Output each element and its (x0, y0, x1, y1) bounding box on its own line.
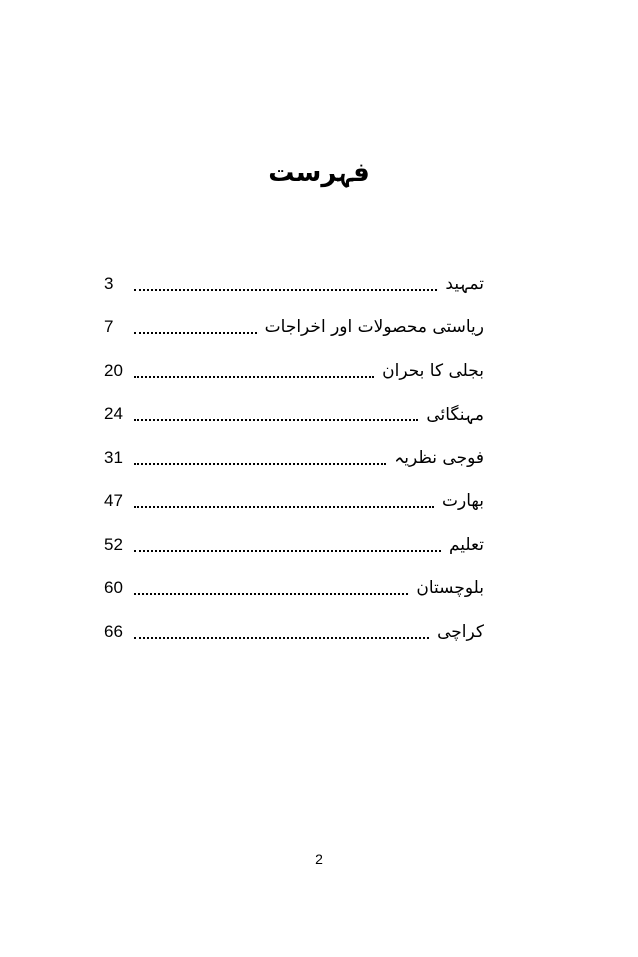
dot-leader (134, 550, 441, 552)
toc-entry[interactable] (104, 349, 484, 393)
toc-entry[interactable] (104, 610, 484, 654)
toc-entry[interactable] (104, 262, 484, 306)
toc-entry[interactable] (104, 523, 484, 567)
toc-label: فوجی نظریہ (394, 448, 484, 469)
page-title: فہرست (268, 158, 370, 188)
dot-leader (134, 506, 434, 508)
toc-label: تعلیم (448, 534, 484, 555)
toc-label: تمہید (445, 274, 484, 295)
toc-entry[interactable] (104, 480, 484, 524)
toc-page-number: 52 (104, 534, 123, 554)
toc-page-number: 66 (104, 621, 123, 641)
dot-leader (134, 463, 386, 465)
toc-label: بلوچستان (416, 578, 484, 599)
toc-entry[interactable] (104, 436, 484, 480)
dot-leader (134, 637, 429, 639)
toc-page-number: 47 (104, 491, 123, 511)
dot-leader (134, 376, 374, 378)
dot-leader (134, 593, 408, 595)
toc-page-number: 20 (104, 360, 123, 380)
toc-label: بجلی کا بحران (382, 360, 484, 381)
toc-label: مہنگائی (426, 404, 484, 425)
table-of-contents (104, 262, 484, 654)
toc-page-number: 24 (104, 404, 123, 424)
toc-label: ریاستی محصولات اور اخراجات (264, 317, 484, 338)
toc-page-number: 7 (104, 317, 114, 337)
dot-leader (134, 289, 437, 291)
dot-leader (134, 332, 257, 334)
toc-label: بھارت (442, 491, 484, 512)
dot-leader (134, 419, 418, 421)
toc-page-number: 31 (104, 447, 123, 467)
page-number: 2 (315, 851, 323, 867)
toc-entry[interactable] (104, 567, 484, 611)
toc-entry[interactable] (104, 393, 484, 437)
toc-page-number: 60 (104, 578, 123, 598)
toc-entry[interactable] (104, 306, 484, 350)
toc-page-number: 3 (104, 273, 114, 293)
toc-label: کراچی (437, 621, 484, 642)
